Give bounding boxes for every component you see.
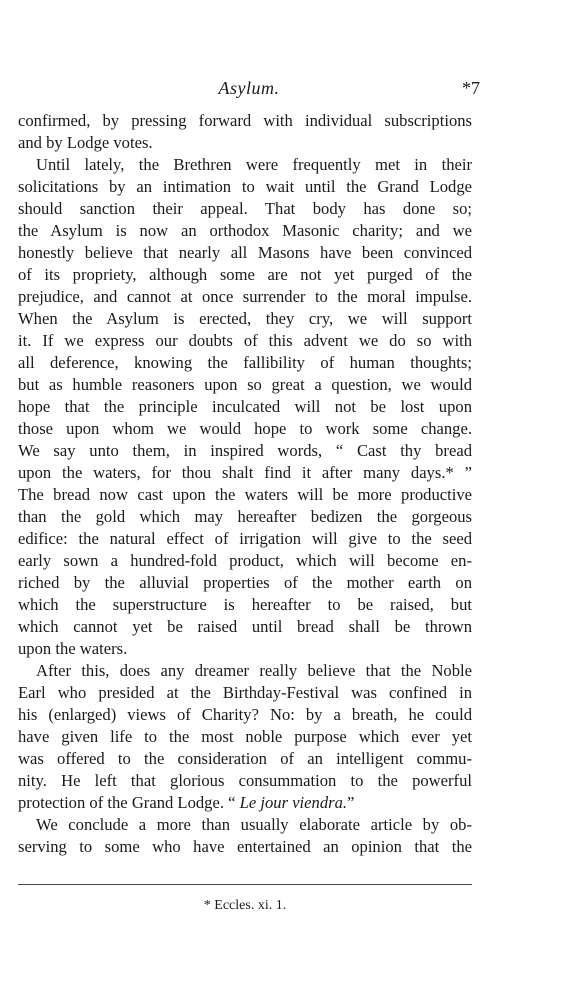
- text-line: it. If we express our doubts of this advent we do so with: [18, 331, 472, 350]
- footnote: * Eccles. xi. 1.: [203, 898, 287, 913]
- text-line: serving to some who have entertained an opinion that the: [18, 837, 472, 856]
- text-line: than the gold which may hereafter bedizen the gorgeous: [18, 507, 472, 526]
- text-line: We say unto them, in inspired words, “ Cast thy bread: [18, 441, 472, 460]
- text-line: We conclude a more than usually elaborate article by ob-: [36, 815, 472, 834]
- text-line: of its propriety, although some are not yet purged of the: [18, 265, 472, 284]
- text-line: and by Lodge votes.: [18, 133, 153, 152]
- text-line: When the Asylum is erected, they cry, we will support: [18, 309, 472, 328]
- text-line: early sown a hundred-fold product, which will become en-: [18, 551, 472, 570]
- running-title: Asylum.: [218, 78, 280, 98]
- text-line: which the superstructure is hereafter to be raised, but: [18, 595, 472, 614]
- text-line: all deference, knowing the fallibility of human thoughts;: [18, 353, 472, 372]
- text-line: After this, does any dreamer really believe that the Noble: [36, 661, 472, 680]
- running-head: [18, 78, 480, 104]
- body-text: [18, 110, 472, 858]
- text-line: edifice: the natural effect of irrigation will give to the seed: [18, 529, 472, 548]
- text-line: solicitations by an intimation to wait until the Grand Lodge: [18, 177, 472, 196]
- text-line: which cannot yet be raised until bread shall be thrown: [18, 617, 472, 636]
- text-line: the Asylum is now an orthodox Masonic charity; and we: [18, 221, 472, 240]
- text-line: should sanction their appeal. That body has done so;: [18, 199, 472, 218]
- text-line: have given life to the most noble purpose which ever yet: [18, 727, 472, 746]
- text-line: but as humble reasoners upon so great a question, we would: [18, 375, 472, 394]
- french-phrase: Le jour viendra.: [239, 793, 348, 812]
- text-line: upon the waters, for thou shalt find it after many days.* ”: [18, 463, 472, 482]
- text-line: riched by the alluvial properties of the mother earth on: [18, 573, 472, 592]
- text-line: prejudice, and cannot at once surrender to the moral impulse.: [18, 287, 472, 306]
- text-line: nity. He left that glorious consummation to the powerful: [18, 771, 472, 790]
- text-line: hope that the principle inculcated will not be lost upon: [18, 397, 472, 416]
- text-line: protection of the Grand Lodge. “ Le jour viendra.”: [18, 793, 355, 812]
- text-line: The bread now cast upon the waters will be more productive: [18, 485, 472, 504]
- text-line: Earl who presided at the Birthday-Festival was confined in: [18, 683, 472, 702]
- text-line: was offered to the consideration of an intelligent commu-: [18, 749, 472, 768]
- text-line: honestly believe that nearly all Masons have been convinced: [18, 243, 472, 262]
- text-line: his (enlarged) views of Charity? No: by a breath, he could: [18, 705, 472, 724]
- footnote-divider: [18, 884, 472, 885]
- text-line: Until lately, the Brethren were frequently met in their: [36, 155, 472, 174]
- text-line: confirmed, by pressing forward with individual subscriptions: [18, 111, 472, 130]
- text-line: those upon whom we would hope to work some change.: [18, 419, 472, 438]
- page-number: *7: [462, 78, 480, 98]
- text-line: upon the waters.: [18, 639, 128, 658]
